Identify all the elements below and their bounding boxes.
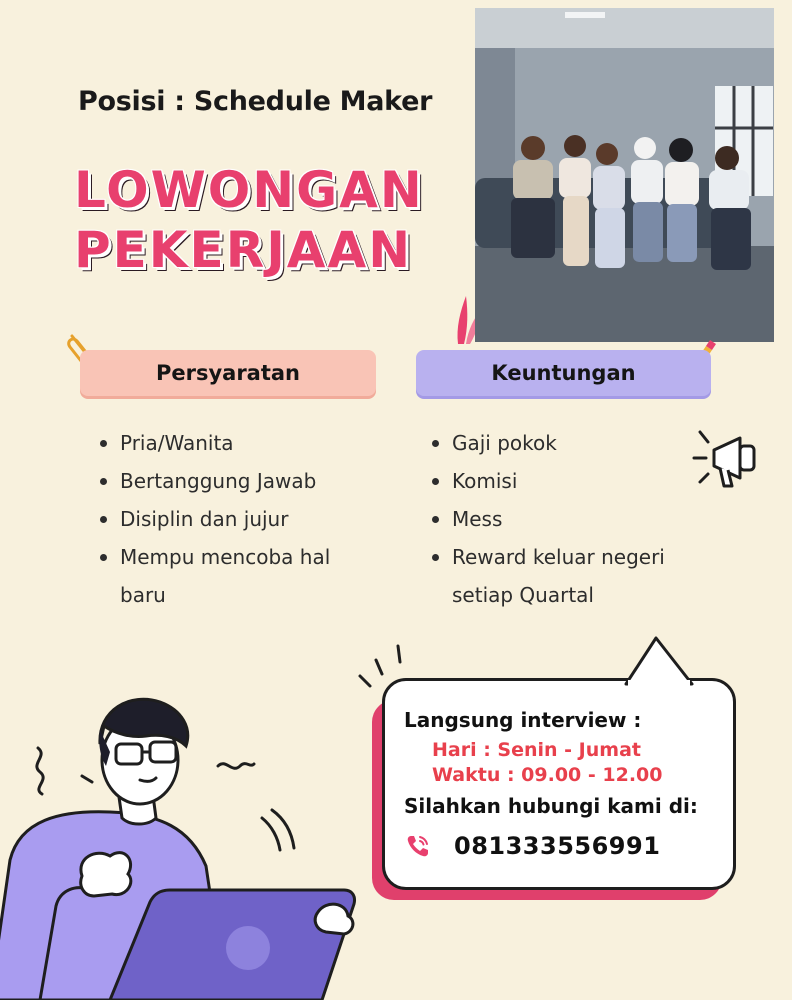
megaphone-icon — [690, 420, 770, 500]
list-item: Komisi — [430, 462, 700, 500]
interview-day: Hari : Senin - Jumat — [432, 739, 641, 761]
list-item: Reward keluar negeri setiap Quartal — [430, 538, 700, 614]
contact-label: Silahkan hubungi kami di: — [404, 794, 698, 818]
list-item: Pria/Wanita — [98, 424, 368, 462]
interview-time: Waktu : 09.00 - 12.00 — [432, 764, 663, 786]
phone-icon — [404, 832, 432, 860]
headline-line-1: LOWONGAN — [74, 161, 424, 219]
requirements-list — [98, 424, 368, 614]
list-item: Mess — [430, 500, 700, 538]
team-photo-illustration — [475, 8, 774, 342]
benefits-title: Keuntungan — [491, 361, 636, 385]
headline — [74, 160, 424, 280]
bubble-tail — [620, 634, 700, 686]
interview-info — [404, 708, 724, 860]
headline-line-2: PEKERJAAN — [74, 221, 413, 279]
interview-title: Langsung interview : — [404, 708, 642, 732]
phone-row[interactable] — [404, 832, 724, 860]
person-laptop-illustration — [0, 670, 370, 1000]
team-photo — [475, 8, 774, 342]
requirements-title: Persyaratan — [155, 361, 301, 385]
benefits-header — [416, 350, 711, 396]
position-title: Posisi : Schedule Maker — [78, 86, 433, 117]
requirements-header — [80, 350, 376, 396]
list-item: Gaji pokok — [430, 424, 700, 462]
list-item: Mempu mencoba hal baru — [98, 538, 368, 614]
list-item: Bertanggung Jawab — [98, 462, 368, 500]
phone-number[interactable]: 081333556991 — [454, 832, 661, 860]
list-item: Disiplin dan jujur — [98, 500, 368, 538]
benefits-list — [430, 424, 700, 614]
